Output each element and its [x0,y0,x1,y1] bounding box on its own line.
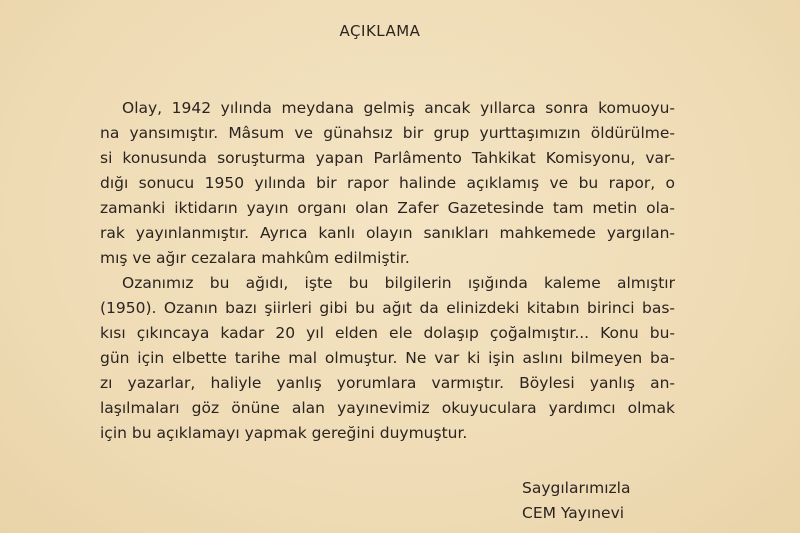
paragraph-2-line: (1950). Ozanın bazı şiirleri gibi bu ağıt da elinizdeki kitabın birinci bas- [100,299,675,317]
paragraph-2-line: kısı çıkıncaya kadar 20 yıl elden ele dolaşıp çoğalmıştır... Konu bu- [100,324,675,342]
closing-signature [522,476,631,526]
page-title: AÇIKLAMA [339,22,421,40]
paragraph-1-line: na yansımıştır. Mâsum ve günahsız bir grup yurttaşımızın öldürülme- [100,124,675,142]
paragraph-1-line: si konusunda soruşturma yapan Parlâmento Tahkikat Komisyonu, var- [100,149,675,167]
regards-text: Saygılarımızla [522,479,631,497]
paragraph-2-line: laşılmaları göz önüne alan yayınevimiz okuyuculara yardımcı olmak [100,399,675,417]
paragraph-1-line: rak yayınlanmıştır. Ayrıca kanlı olayın sanıkları mahkemede yargılan- [100,224,675,242]
paragraph-2-line: Ozanımız bu ağıdı, işte bu bilgilerin ışığında kaleme almıştır [122,274,675,292]
paragraph-2-line: gün için elbette tarihe mal olmuştur. Ne var ki işin aslını bilmeyen ba- [100,349,675,367]
paragraph-1-line: dığı sonucu 1950 yılında bir rapor halinde açıklamış ve bu rapor, o [100,174,675,192]
paragraph-1-line: mış ve ağır cezalara mahkûm edilmiştir. [100,249,410,267]
publisher-name: CEM Yayınevi [522,504,625,522]
body-text [100,96,675,446]
paragraph-1-line: Olay, 1942 yılında meydana gelmiş ancak yıllarca sonra komuoyu- [122,99,675,117]
paragraph-1-line: zamanki iktidarın yayın organı olan Zafer Gazetesinde tam metin ola- [100,199,675,217]
paragraph-2-line: zı yazarlar, haliyle yanlış yorumlara varmıştır. Böylesi yanlış an- [100,374,675,392]
paragraph-2-line: için bu açıklamayı yapmak gereğini duymuştur. [100,424,468,442]
